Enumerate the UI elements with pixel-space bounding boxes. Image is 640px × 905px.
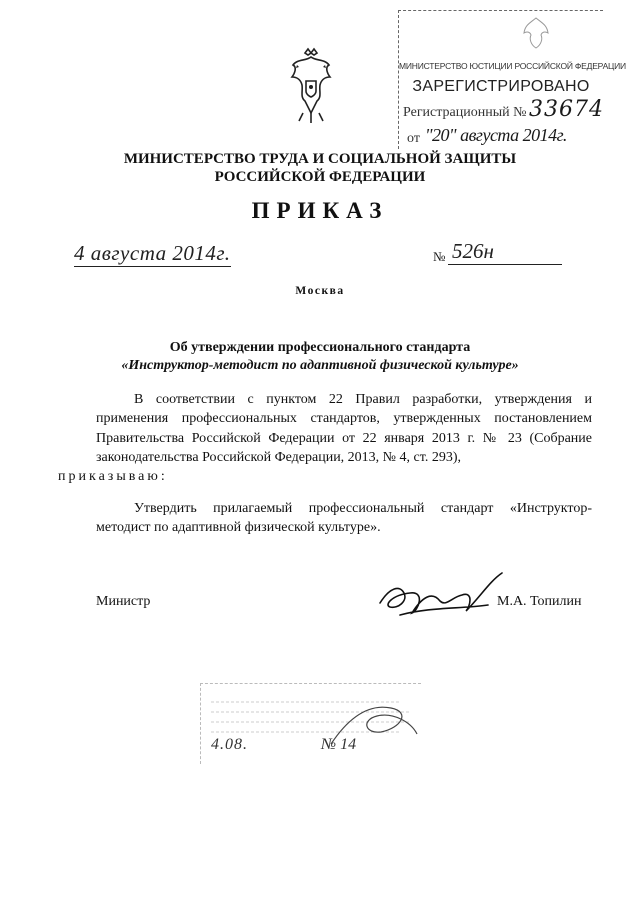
order-word: приказываю: — [58, 469, 168, 485]
ministry-name-line2: РОССИЙСКОЙ ФЕДЕРАЦИИ — [214, 169, 426, 185]
stamp-reg-number-label: Регистрационный № — [403, 105, 527, 120]
stamp-registered-label: ЗАРЕГИСТРИРОВАНО — [412, 78, 590, 95]
subject-line2: «Инструктор-методист по адаптивной физической культуре» — [121, 358, 519, 373]
order-number: 526н — [448, 239, 562, 265]
stamp-date: "20" августа 2014г. — [425, 125, 567, 145]
copy-stamp — [200, 683, 421, 764]
stamp-emblem-icon — [521, 15, 551, 51]
handwritten-signature — [370, 567, 510, 637]
signatory-name: М.А. Топилин — [497, 594, 582, 609]
stamp-date-label: от — [407, 131, 420, 146]
subject-line1: Об утверждении профессионального стандарта — [169, 340, 471, 355]
document-type: ПРИКАЗ — [251, 198, 389, 223]
preamble-text: В соответствии с пунктом 22 Правил разработки, утверждения и применения профессиональных стандартов, утвержденных постановлением Правительства Российской Федерации от 22 января 2013 г. № 23 (Собрание законодательства Российской Федерации, 2013, № 4, ст. 293), — [96, 392, 592, 465]
city: Москва — [295, 285, 345, 297]
order-number-prefix: № — [433, 249, 446, 264]
ministry-name — [0, 150, 640, 186]
copy-stamp-number: № 14 — [321, 736, 357, 753]
signatory-title: Министр — [96, 594, 151, 609]
ministry-name-line1: МИНИСТЕРСТВО ТРУДА И СОЦИАЛЬНОЙ ЗАЩИТЫ — [123, 151, 517, 167]
order-subject — [0, 339, 640, 375]
preamble-paragraph — [58, 390, 592, 486]
registration-stamp — [398, 10, 626, 149]
coat-of-arms-icon — [289, 47, 333, 131]
order-paragraph: Утвердить прилагаемый профессиональный стандарт «Инструктор-методист по адаптивной физической культуре». — [96, 501, 592, 536]
stamp-reg-number: 33674 — [529, 97, 604, 122]
order-date: 4 августа 2014г. — [74, 241, 231, 265]
stamp-ministry-name: МИНИСТЕРСТВО ЮСТИЦИИ РОССИЙСКОЙ ФЕДЕРАЦИИ — [399, 61, 626, 71]
copy-stamp-date: 4.08. — [211, 736, 248, 753]
